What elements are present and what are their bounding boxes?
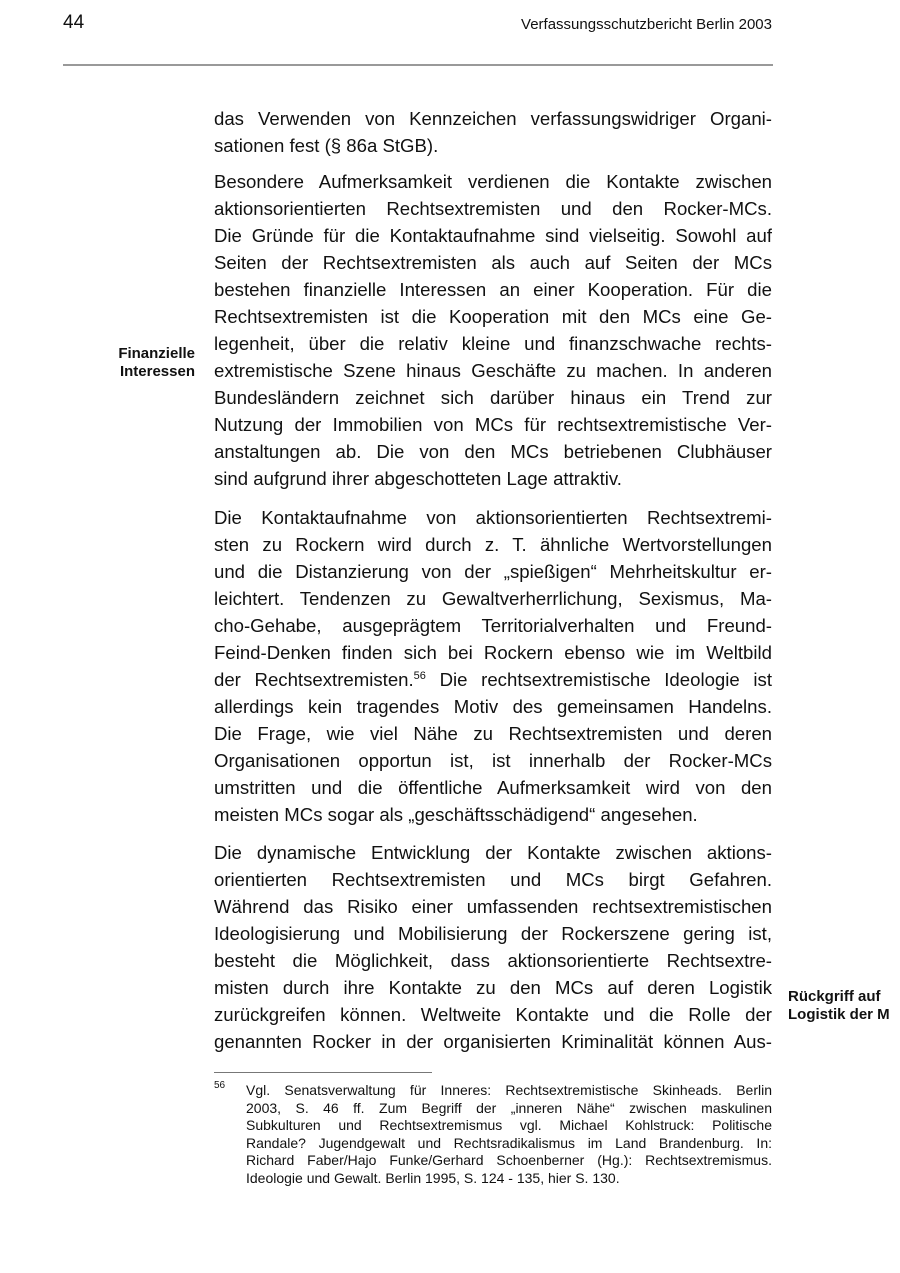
text-line: cho-Gehabe, ausgeprägtem Territorialverhalten und Freund- bbox=[214, 615, 772, 636]
text-line: sind aufgrund ihrer abgeschotteten Lage attraktiv. bbox=[214, 468, 622, 489]
text-line: besteht die Möglichkeit, dass aktionsorientierte Rechtsextre- bbox=[214, 950, 772, 971]
text-line: extremistische Szene hinaus Geschäfte zu machen. In anderen bbox=[214, 360, 772, 381]
text-line: sationen fest (§ 86a StGB). bbox=[214, 135, 439, 156]
text-line: Während das Risiko einer umfassenden rechtsextremistischen bbox=[214, 896, 772, 917]
footnote-rule bbox=[214, 1072, 432, 1073]
text-line: Bundesländern zeichnet sich darüber hinaus ein Trend zur bbox=[214, 387, 772, 408]
text-line: Richard Faber/Hajo Funke/Gerhard Schoenberner (Hg.): Rechtsextremismus. bbox=[246, 1152, 772, 1169]
text-line: umstritten und die öffentliche Aufmerksamkeit wird von den bbox=[214, 777, 772, 798]
running-title: Verfassungsschutzbericht Berlin 2003 bbox=[521, 16, 772, 33]
text-line: Besondere Aufmerksamkeit verdienen die Kontakte zwischen bbox=[214, 171, 772, 192]
text-line: Die Kontaktaufnahme von aktionsorientierten Rechtsextremi- bbox=[214, 507, 772, 528]
text-line: das Verwenden von Kennzeichen verfassungswidriger Organi- bbox=[214, 108, 772, 129]
text-line: meisten MCs sogar als „geschäftsschädigend“ angesehen. bbox=[214, 804, 698, 825]
footnote-reference[interactable]: 56 bbox=[413, 669, 426, 682]
text-line: Organisationen opportun ist, ist innerhalb der Rocker-MCs bbox=[214, 750, 772, 771]
paragraph-4 bbox=[214, 839, 772, 1055]
text-line: Ideologisierung und Mobilisierung der Rockerszene gering ist, bbox=[214, 923, 772, 944]
text-line: Die dynamische Entwicklung der Kontakte zwischen aktions- bbox=[214, 842, 772, 863]
paragraph-2 bbox=[214, 168, 772, 492]
margin-note-line: Rückgriff auf bbox=[788, 988, 881, 1005]
paragraph-3 bbox=[214, 504, 772, 828]
text-line: misten durch ihre Kontakte zu den MCs auf deren Logistik bbox=[214, 977, 772, 998]
text-line: Vgl. Senatsverwaltung für Inneres: Rechtsextremistische Skinheads. Berlin bbox=[246, 1082, 772, 1098]
text-line: 2003, S. 46 ff. Zum Begriff der „inneren Nähe“ zwischen maskulinen bbox=[246, 1099, 772, 1116]
page-number: 44 bbox=[63, 12, 85, 33]
text-span: Die rechtsextremistische Ideologie ist bbox=[439, 669, 772, 690]
text-line: zurückgreifen können. Weltweite Kontakte und die Rolle der bbox=[214, 1004, 772, 1025]
text-line: und die Distanzierung von der „spießigen“ Mehrheitskultur er- bbox=[214, 561, 772, 582]
text-line: Ideologie und Gewalt. Berlin 1995, S. 124 - 135, hier S. 130. bbox=[246, 1169, 620, 1186]
text-line: orientierten Rechtsextremisten und MCs birgt Gefahren. bbox=[214, 869, 772, 890]
text-line: anstaltungen ab. Die von den MCs betriebenen Clubhäuser bbox=[214, 441, 772, 462]
margin-note-line: Logistik der M bbox=[788, 1006, 890, 1023]
text-line: Subkulturen und Rechtsextremismus vgl. Michael Kohlstruck: Politische bbox=[246, 1117, 772, 1134]
text-span: der Rechtsextremisten. bbox=[214, 669, 414, 690]
header-rule bbox=[63, 64, 773, 66]
text-line: Nutzung der Immobilien von MCs für rechtsextremistische Ver- bbox=[214, 414, 772, 435]
margin-note-logistics bbox=[788, 988, 890, 1024]
text-line: Seiten der Rechtsextremisten als auch auf Seiten der MCs bbox=[214, 252, 772, 273]
text-line: Die Frage, wie viel Nähe zu Rechtsextremisten und deren bbox=[214, 723, 772, 744]
margin-note-line: Finanzielle bbox=[118, 345, 195, 362]
text-line: legenheit, über die relativ kleine und finanzschwache rechts- bbox=[214, 333, 772, 354]
text-line: bestehen finanzielle Interessen an einer Kooperation. Für die bbox=[214, 279, 772, 300]
margin-note-financial-interests bbox=[118, 345, 195, 381]
text-line: Rechtsextremisten ist die Kooperation mit den MCs eine Ge- bbox=[214, 306, 772, 327]
text-line: Die Gründe für die Kontaktaufnahme sind vielseitig. Sowohl auf bbox=[214, 225, 772, 246]
text-line: sten zu Rockern wird durch z. T. ähnliche Wertvorstellungen bbox=[214, 534, 772, 555]
footnote-number: 56 bbox=[214, 1080, 226, 1091]
text-line: genannten Rocker in der organisierten Kriminalität können Aus- bbox=[214, 1031, 772, 1052]
text-line-with-footnote-ref bbox=[214, 666, 772, 693]
text-line: Feind-Denken finden sich bei Rockern ebenso wie im Weltbild bbox=[214, 642, 772, 663]
text-line: leichtert. Tendenzen zu Gewaltverherrlichung, Sexismus, Ma- bbox=[214, 588, 772, 609]
margin-note-line: Interessen bbox=[119, 363, 195, 380]
text-line: Randale? Jugendgewalt und Rechtsradikalismus im Land Brandenburg. In: bbox=[246, 1134, 772, 1151]
footnote-text bbox=[246, 1082, 772, 1188]
text-line: allerdings kein tragendes Motiv des gemeinsamen Handelns. bbox=[214, 696, 772, 717]
paragraph-1 bbox=[214, 105, 772, 159]
text-line: aktionsorientierten Rechtsextremisten und den Rocker-MCs. bbox=[214, 198, 772, 219]
